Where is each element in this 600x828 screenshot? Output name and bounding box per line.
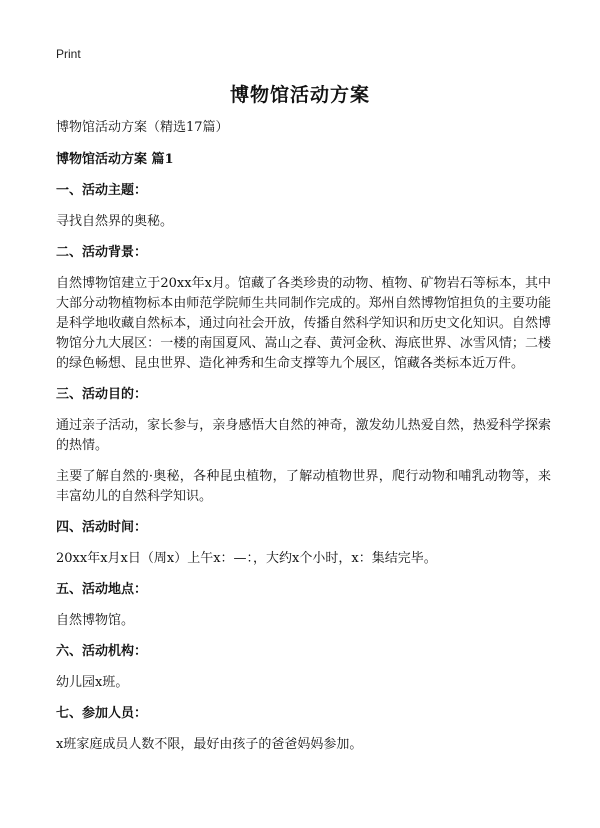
section-heading: 七、参加人员： [56, 706, 148, 721]
section-paragraph: 通过亲子活动，家长参与，亲身感悟大自然的神奇，激发幼儿热爱自然，热爱科学探索的热情。 [56, 418, 551, 453]
section-heading: 五、活动地点： [56, 582, 148, 597]
page-title: 博物馆活动方案 [229, 84, 370, 106]
section-heading: 二、活动背景： [56, 245, 148, 260]
section-participants [56, 704, 551, 755]
document-subtitle: 博物馆活动方案（精选17篇） [56, 120, 229, 135]
section-heading: 四、活动时间： [56, 520, 148, 535]
section-heading: 一、活动主题： [56, 183, 148, 198]
section-paragraph: 幼儿园x班。 [56, 675, 129, 690]
print-link[interactable]: Print [56, 47, 81, 61]
section-organizer [56, 642, 551, 693]
section-theme [56, 181, 551, 232]
section-time [56, 518, 551, 569]
section-purpose [56, 385, 551, 507]
section-heading: 三、活动目的： [56, 387, 148, 402]
section-heading: 六、活动机构： [56, 644, 148, 659]
section-paragraph: 寻找自然界的奥秘。 [56, 214, 174, 229]
section-paragraph: 20xx年x月x日（周x）上午x：—：，大约x个小时，x：集结完毕。 [56, 551, 437, 566]
section-paragraph: x班家庭成员人数不限，最好由孩子的爸爸妈妈参加。 [56, 737, 363, 752]
section-location [56, 580, 551, 631]
document-body [56, 118, 551, 766]
section-paragraph: 主要了解自然的·奥秘，各种昆虫植物，了解动植物世界，爬行动物和哺乳动物等，来丰富幼儿的自然科学知识。 [56, 469, 551, 504]
section-paragraph: 自然博物馆。 [56, 613, 135, 628]
section-background [56, 243, 551, 374]
section-paragraph: 自然博物馆建立于20xx年x月。馆藏了各类珍贵的动物、植物、矿物岩石等标本，其中大部分动物植物标本由师范学院师生共同制作完成的。郑州自然博物馆担负的主要功能是科学地收藏自然标本，通过向社会开放，传播自然科学知识和历史文化知识。自然博物馆分九大展区：一楼的南国夏风、嵩山之春、黄河金秋、海底世界、冰雪风情；二楼的绿色畅想、昆虫世界、造化神秀和生命支撑等九个展区，馆藏各类标本近万件。 [56, 276, 551, 371]
article-heading: 博物馆活动方案 篇1 [56, 152, 174, 167]
